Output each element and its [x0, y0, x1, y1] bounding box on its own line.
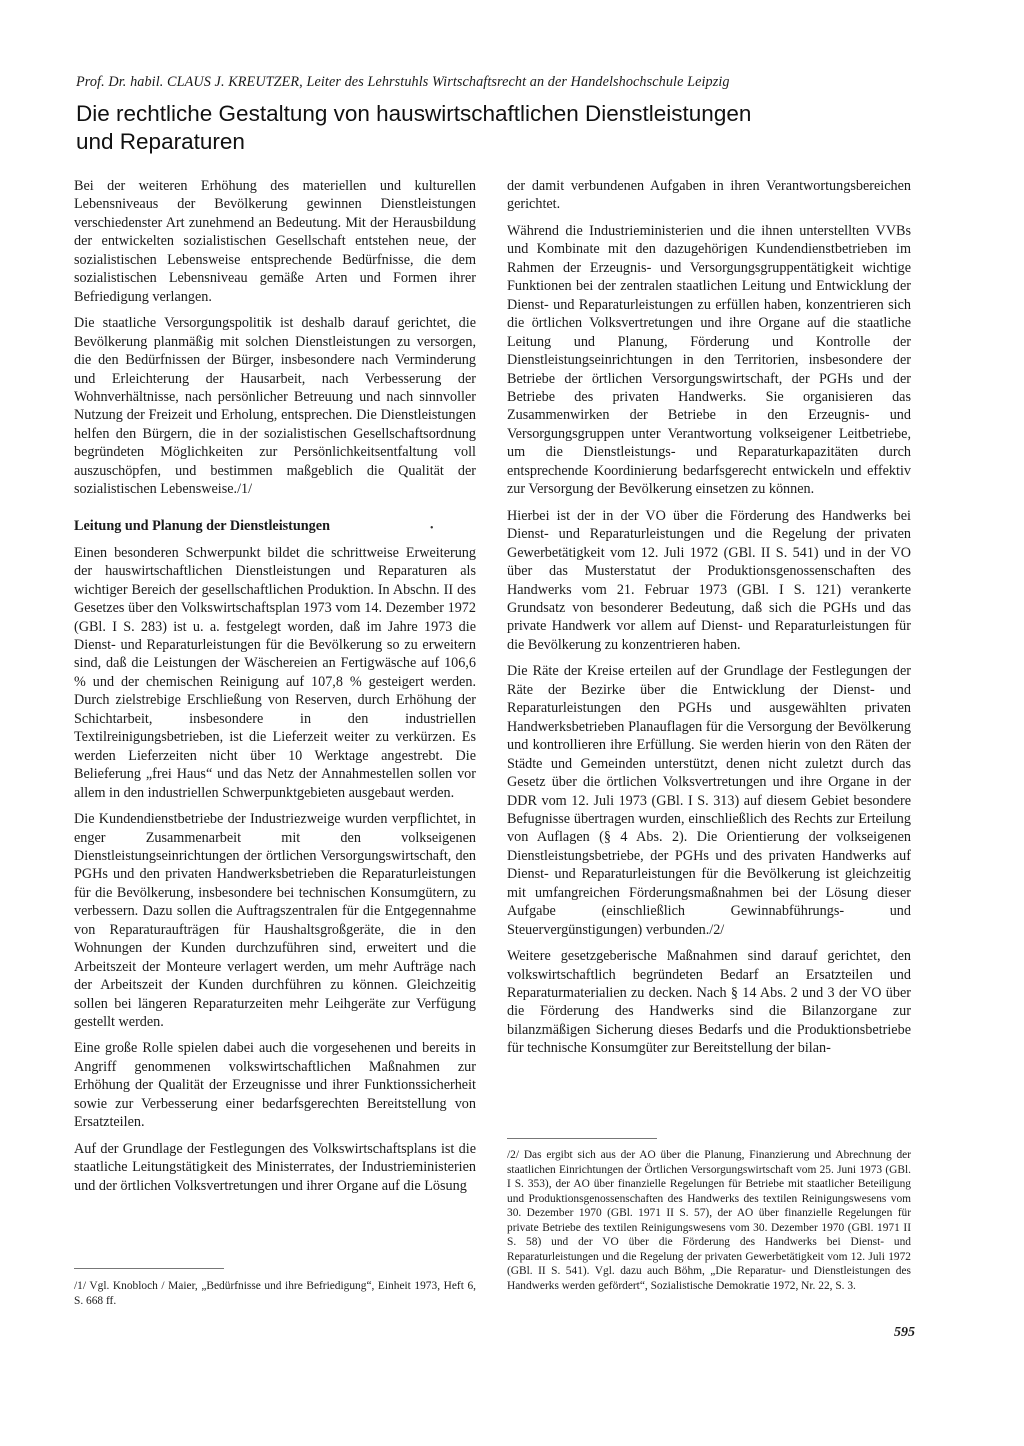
footnote-divider	[74, 1268, 224, 1269]
footnote-2: /2/ Das ergibt sich aus der AO über die Planung, Finanzierung und Abrechnung der staatlichen Einrichtungen der Örtlichen Versorgungswirtschaft vom 25. Juni 1973 (GBl. I S. 353), der AO über finanzielle Regelungen für Betriebe mit staatlicher Beteiligung und Produktionsgenossenschaften des Handwerks des textilen Reinigungswesens vom 30. Dezember 1970 (GBl. 1971 II S. 57), der AO über finanzielle Regelungen für private Betriebe des textilen Reinigungswesens vom 30. Dezember 1970 (GBl. 1971 II S. 58) und der VO über die Förderung des Handwerks bei Dienst- und Reparaturleistungen und die Regelung der privaten Gewerbetätigkeit vom 12. Juli 1972 (GBl. II S. 541). Vgl. dazu auch Böhm, „Die Reparatur- und Dienstleistungen des Handwerks werden gefördert“, Sozialistische Demokratie 1972, Nr. 22, S. 3.	[507, 1149, 911, 1292]
paragraph: Einen besonderen Schwerpunkt bildet die schrittweise Erweiterung der hauswirtschaftlichen Dienstleistungen und Reparaturen als wichtiger Bereich der gesellschaftlichen Produktion. In Abschn. II des Gesetzes über den Volkswirtschaftsplan 1973 vom 14. Dezember 1972 (GBl. I S. 283) ist u. a. festgelegt worden, daß im Jahre 1973 die Dienst- und Reparaturleistungen für die Bevölkerung so zu erweitern sind, daß die Leistungen der Wäschereien an Fertigwäsche auf 106,6 % und der chemischen Reinigung auf 107,8 % gesteigert werden. Durch zielstrebige Erschließung von Reserven, durch Erhöhung der Schichtarbeit, insbesondere in den industriellen Textilreinigungsbetrieben, ist die Lieferzeit weiter zu verkürzen. Es werden Lieferzeiten nicht über 10 Werktage angestrebt. Die Belieferung „frei Haus“ und das Netz der Annahmestellen sollen vor allem in den industriellen Schwerpunktgebieten ausgebaut werden.	[74, 544, 476, 801]
paragraph: Die staatliche Versorgungspolitik ist deshalb darauf gerichtet, die Bevölkerung planmäßig mit solchen Dienstleistungen zu versorgen, die den Bedürfnissen der Bürger, insbesondere nach Verminderung und Erleichterung der Hausarbeit, nach Verbesserung der Wohnverhältnisse, nach persönlicher Betreuung und nach sinnvoller Nutzung der Freizeit und Erholung, entsprechen. Die Dienstleistungen helfen den Bürgern, die in der sozialistischen Gesellschaftsordnung begründeten Möglichkeiten zur Persönlichkeitsentfaltung voll auszuschöpfen, und bestimmen maßgeblich die Qualität der sozialistischen Lebensweise./1/	[74, 315, 476, 498]
paragraph: Die Kundendienstbetriebe der Industriezweige wurden verpflichtet, in enger Zusammenarbeit mit den volkseigenen Dienstleistungseinrichtungen der örtlichen Versorgungswirtschaft, den PGHs und den privaten Handwerksbetrieben die Reparaturleistungen für die Bevölkerung, insbesondere bei technischen Konsumgütern, zu verbessern. Dazu sollen die Auftragszentralen für die Entgegennahme von Reparaturaufträgen für Haushaltsgroßgeräte, die in den Wohnungen der Kunden durchzuführen sind, erweitert und die Arbeitszeit der Monteure verlagert werden, um mehr Aufträge nach der Arbeitszeit der Kunden durchführen zu können. Gleichzeitig sollen bei längeren Reparaturzeiten mehr Leihgeräte zur Verfügung gestellt werden.	[74, 811, 476, 1031]
paragraph: Die Räte der Kreise erteilen auf der Grundlage der Festlegungen der Räte der Bezirke über die Entwicklung der Dienst- und Reparaturleistungen den PGHs und ausgewählten privaten Handwerksbetrieben Planauflagen für die Versorgung der Bevölkerung und kontrollieren ihre Erfüllung. Sie werden hierin von den Räten der Städte und Gemeinden unterstützt, denen nicht zuletzt durch das Gesetz über die örtlichen Volksvertretungen und ihre Organe in der DDR vom 12. Juli 1973 (GBl. I S. 313) auf diesem Gebiet besondere Befugnisse übertragen wurden, einschließlich des Rechts zur Erteilung von Auflagen (§ 4 Abs. 2). Die Orientierung der volkseigenen Dienstleistungsbetriebe, der PGHs und des privaten Handwerks auf Dienst- und Reparaturleistungen für die Bevölkerung ist gleichzeitig mit umfangreichen Förderungsmaßnahmen bei der Lösung dieser Aufgabe (einschließlich Gewinnabführungs- und Steuervergünstigungen) verbunden./2/	[507, 663, 911, 938]
stray-mark: •	[430, 523, 434, 534]
title-line-1: Die rechtliche Gestaltung von hauswirtschaftlichen Dienstleistungen	[76, 101, 752, 126]
footnote-1: /1/ Vgl. Knobloch / Maier, „Bedürfnisse und ihre Befriedigung“, Einheit 1973, Heft 6, S. 668 ff.	[74, 1280, 476, 1307]
paragraph: Auf der Grundlage der Festlegungen des Volkswirtschaftsplans ist die staatliche Leitungstätigkeit des Ministerrates, der Industrieministerien und der örtlichen Volksvertretungen und ihrer Organe auf die Lösung	[74, 1140, 476, 1194]
author-line: Prof. Dr. habil. CLAUS J. KREUTZER, Leiter des Lehrstuhls Wirtschaftsrecht an der Handelshochschule Leipzig	[76, 74, 730, 90]
title-line-2: und Reparaturen	[76, 129, 245, 154]
paragraph: Bei der weiteren Erhöhung des materiellen und kulturellen Lebensniveaus der Bevölkerung gewinnen Dienstleistungen verschiedenster Art zunehmend an Bedeutung. Mit der Herausbildung der entwickelten sozialistischen Gesellschaft entstehen neue, der sozialistischen Lebensweise entsprechende Bedürfnisse, die dem sozialistischen Lebensniveau gemäße Arten und Formen ihrer Befriedigung verlangen.	[74, 178, 476, 305]
left-column	[74, 177, 476, 1203]
footnote-divider	[507, 1138, 657, 1139]
paragraph: Hierbei ist der in der VO über die Förderung des Handwerks bei Dienst- und Reparaturleistungen und die Regelung der privaten Gewerbetätigkeit vom 12. Juli 1972 (GBl. II S. 541) und in der VO über das Musterstatut der Produktionsgenossenschaften des Handwerks vom 21. Februar 1973 (GBl. I S. 121) verankerte Grundsatz von besonderer Bedeutung, daß sich die PGHs und das private Handwerk vor allem auf Dienst- und Reparaturleistungen für die Bevölkerung zu konzentrieren haben.	[507, 507, 911, 653]
paragraph: Während die Industrieministerien und die ihnen unterstellten VVBs und Kombinate mit den dazugehörigen Kundendienstbetrieben im Rahmen der Erzeugnis- und Versorgungsgruppentätigkeit wichtige Funktionen bei der zentralen staatlichen Leitung und Entwicklung der Dienst- und Reparaturleistungen zu erfüllen haben, konzentrieren sich die örtlichen Volksvertretungen und ihre Organe auf die staatliche Leitung und Planung, Förderung und Kontrolle der Dienstleistungseinrichtungen in den Territorien, insbesondere der Betriebe der örtlichen Versorgungswirtschaft, der PGHs und der Betriebe des privaten Handwerks. Sie organisieren das Zusammenwirken der Betriebe in den Erzeugnis- und Versorgungsgruppen unter Verantwortung volkseigener Leitbetriebe, um die Dienstleistungs- und Reparaturkapazitäten durch entsprechende Koordinierung bedarfsgerecht entwickeln und effektiv zur Versorgung der Bevölkerung einsetzen zu können.	[507, 222, 911, 498]
right-column	[507, 177, 911, 1066]
paragraph: Eine große Rolle spielen dabei auch die vorgesehenen und bereits in Angriff genommenen volkswirtschaftlichen Maßnahmen zur Erhöhung der Qualität der Erzeugnisse und ihrer Funktionssicherheit sowie zur Verbesserung einer bedarfsgerechten Bereitstellung von Ersatzteilen.	[74, 1040, 476, 1131]
paragraph: Weitere gesetzgeberische Maßnahmen sind darauf gerichtet, den volkswirtschaftlich begründeten Bedarf an Ersatzteilen und Reparaturmaterialien zu decken. Nach § 14 Abs. 2 und 3 der VO über die Förderung des Handwerks sind die Bilanzorgane zur bilanzmäßigen Sicherung dieses Bedarfs und die Produktionsbetriebe für technische Konsumgüter zur Bereitstellung der bilan-	[507, 948, 911, 1057]
paragraph: der damit verbundenen Aufgaben in ihren Verantwortungsbereichen gerichtet.	[507, 178, 911, 213]
section-heading: Leitung und Planung der Dienstleistungen	[74, 517, 330, 534]
article-title	[76, 100, 956, 156]
page-number: 595	[894, 1325, 915, 1340]
